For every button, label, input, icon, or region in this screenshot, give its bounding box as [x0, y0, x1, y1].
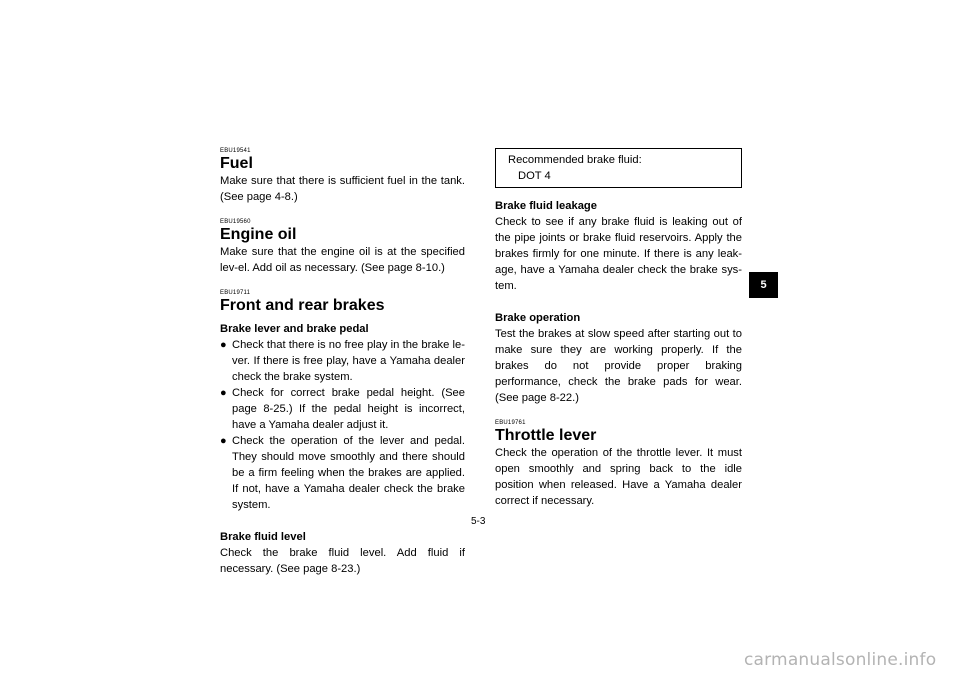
bullet-icon: ●	[220, 435, 227, 447]
box-value: DOT 4	[518, 170, 551, 182]
brake-operation-subheading: Brake operation	[495, 312, 581, 324]
throttle-heading: Throttle lever	[495, 427, 597, 444]
fuel-heading: Fuel	[220, 155, 253, 172]
brake-lever-pedal-subheading: Brake lever and brake pedal	[220, 323, 369, 335]
brakes-code: EBU19711	[220, 290, 251, 296]
fuel-code: EBU19541	[220, 148, 251, 154]
watermark: carmanualsonline.info	[744, 650, 937, 670]
recommended-fluid-box	[495, 148, 742, 188]
brake-checklist	[220, 337, 465, 513]
left-column	[220, 148, 465, 577]
brake-fluid-leakage-text: Check to see if any brake fluid is leaking out of the pipe joints or brake fluid reservoirs. Apply the brakes firmly for one minute. If there is any leak-age, have a Yamaha dealer check the brake sys-tem.	[495, 216, 742, 292]
throttle-text: Check the operation of the throttle lever. It must open smoothly and spring back to the idle position when released. Have a Yamaha dealer correct if necessary.	[495, 447, 742, 507]
brake-operation-text: Test the brakes at slow speed after starting out to make sure they are working properly. If the brakes do not provide proper braking performance, check the brake pads for wear. (See page 8-22.)	[495, 328, 742, 404]
bullet-icon: ●	[220, 339, 227, 351]
list-item: ● Check for correct brake pedal height. (See page 8-25.) If the pedal height is incorrect, have a Yamaha dealer adjust it.	[220, 387, 465, 431]
throttle-code: EBU19761	[495, 420, 526, 426]
fuel-text: Make sure that there is sufficient fuel in the tank. (See page 4-8.)	[220, 175, 465, 203]
brake-fluid-level-subheading: Brake fluid level	[220, 531, 306, 543]
brake-fluid-leakage-subheading: Brake fluid leakage	[495, 200, 597, 212]
bullet-icon: ●	[220, 387, 227, 399]
page-number: 5-3	[471, 516, 486, 527]
list-item: ● Check that there is no free play in the brake le-ver. If there is free play, have a Yamaha dealer check the brake system.	[220, 339, 465, 383]
brake-fluid-level-text: Check the brake fluid level. Add fluid if necessary. (See page 8-23.)	[220, 547, 465, 575]
box-label: Recommended brake fluid:	[508, 154, 642, 166]
brakes-heading: Front and rear brakes	[220, 297, 385, 314]
engine-oil-text: Make sure that the engine oil is at the specified lev-el. Add oil as necessary. (See page 8-10.)	[220, 246, 465, 274]
engine-oil-heading: Engine oil	[220, 226, 297, 243]
right-column	[495, 148, 742, 509]
engine-oil-code: EBU19560	[220, 219, 251, 225]
chapter-tab: 5	[749, 272, 778, 298]
list-item: ● Check the operation of the lever and pedal. They should move smoothly and there should be a firm feeling when the brakes are applied. If not, have a Yamaha dealer check the brake system.	[220, 435, 465, 511]
